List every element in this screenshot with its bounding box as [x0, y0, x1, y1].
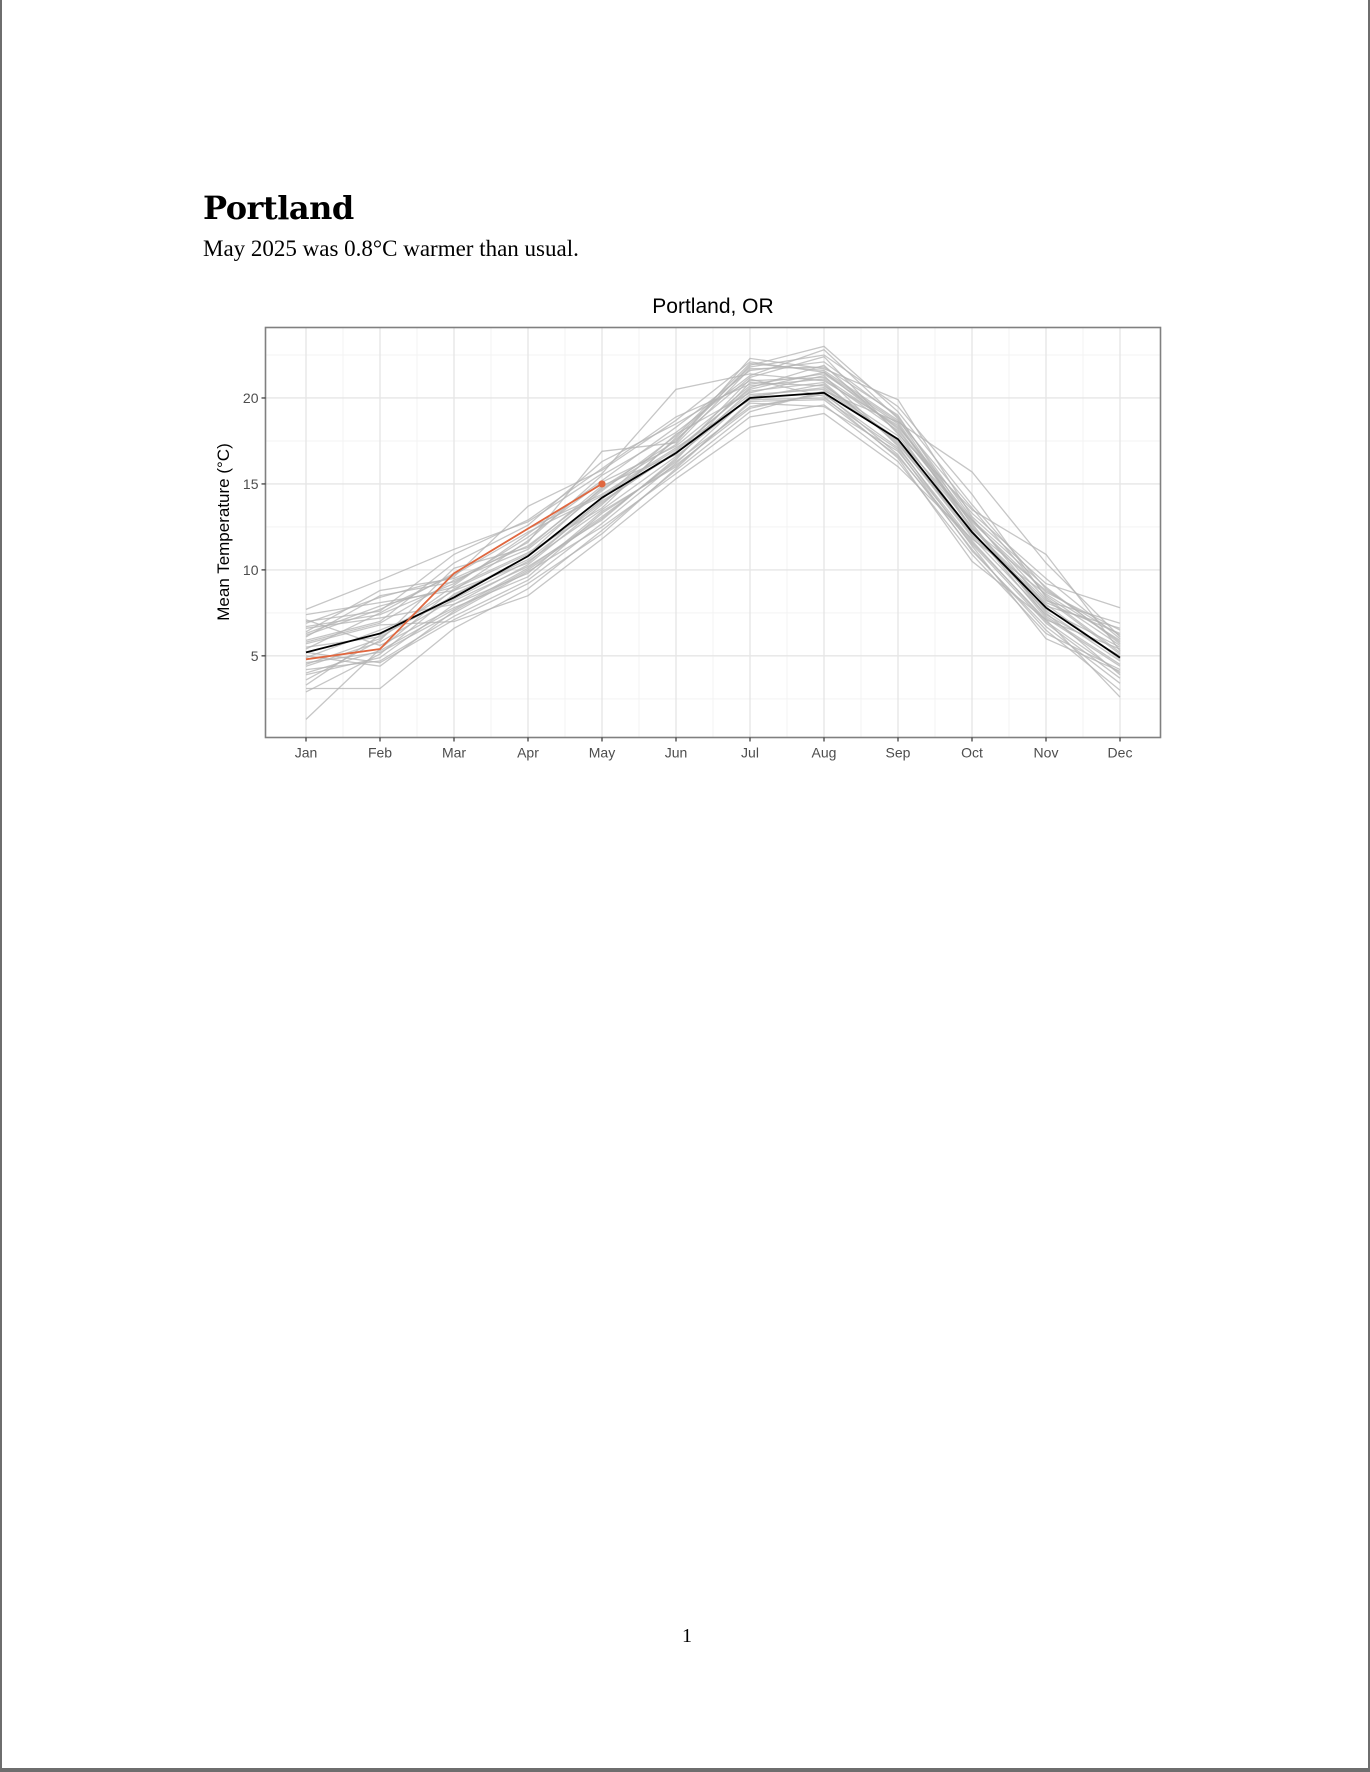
chart-title: Portland, OR: [652, 295, 774, 318]
x-tick-label: May: [588, 744, 616, 761]
temperature-line-chart: [202, 285, 1182, 775]
x-tick-label: Jan: [294, 744, 318, 761]
x-tick-label: Nov: [1033, 744, 1059, 761]
x-tick-label: Aug: [811, 744, 837, 761]
page-subtitle: May 2025 was 0.8°C warmer than usual.: [203, 236, 579, 261]
y-axis: [243, 390, 266, 664]
y-tick-label: 5: [250, 647, 259, 664]
x-tick-label: Mar: [441, 744, 467, 761]
x-tick-label: Sep: [885, 744, 911, 761]
x-tick-label: Jul: [741, 744, 759, 761]
x-tick-label: Apr: [517, 744, 539, 761]
x-tick-label: Oct: [961, 744, 983, 761]
chart-grid: [266, 328, 1161, 738]
y-tick-label: 10: [242, 561, 259, 578]
y-tick-label: 20: [242, 389, 259, 406]
x-tick-label: Feb: [367, 744, 393, 761]
page-number: 1: [682, 1625, 692, 1647]
y-tick-label: 15: [242, 475, 259, 492]
x-axis: [295, 738, 1133, 761]
y-axis-label: Mean Temperature (°C): [214, 443, 233, 621]
x-tick-label: Jun: [664, 744, 688, 761]
current-month-marker: [598, 480, 605, 487]
x-tick-label: Dec: [1107, 744, 1133, 761]
page-title: Portland: [203, 189, 354, 227]
